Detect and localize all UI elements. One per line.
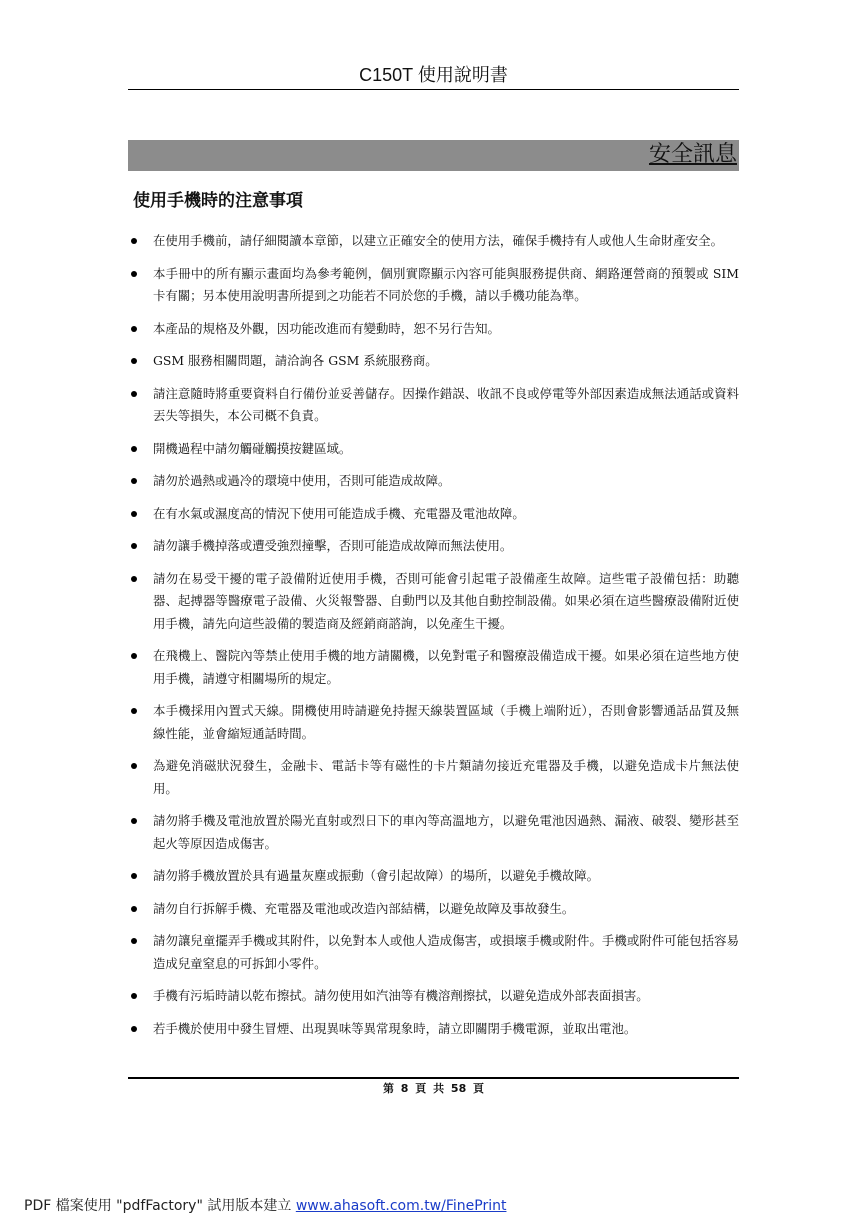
footer-divider: [128, 1077, 739, 1079]
section-banner: [128, 140, 739, 171]
bullet-item: [128, 985, 739, 1008]
bullet-dot-icon: [131, 938, 137, 944]
bullet-text: 手機有污垢時請以乾布擦拭。請勿使用如汽油等有機溶劑擦拭，以避免造成外部表面損害。: [153, 988, 649, 1003]
bullet-text: 在飛機上、醫院內等禁止使用手機的地方請關機，以免對電子和醫療設備造成干擾。如果必須在這些地方使用手機，請遵守相關場所的規定。: [153, 648, 739, 686]
bullet-text: 請勿將手機放置於具有過量灰塵或振動（會引起故障）的場所，以避免手機故障。: [153, 868, 600, 883]
bullet-text: 請勿讓手機掉落或遭受強烈撞擊，否則可能造成故障而無法使用。: [153, 538, 513, 553]
bullet-dot-icon: [131, 391, 137, 397]
bullet-dot-icon: [131, 576, 137, 582]
bullet-dot-icon: [131, 478, 137, 484]
bullet-dot-icon: [131, 446, 137, 452]
bullet-text: 請注意隨時將重要資料自行備份並妥善儲存。因操作錯誤、收訊不良或停電等外部因素造成無法通話或資料丟失等損失，本公司概不負責。: [153, 385, 739, 423]
bullet-item: [128, 645, 739, 690]
bullet-item: [128, 318, 739, 341]
section-title: 安全訊息: [648, 142, 737, 167]
bullet-dot-icon: [131, 238, 137, 244]
bullet-item: [128, 1018, 739, 1041]
page-number: 第 8 頁 共 58 頁: [382, 1082, 485, 1095]
bullet-text: 為避免消磁狀況發生，金融卡、電話卡等有磁性的卡片類請勿接近充電器及手機，以避免造成卡片無法使用。: [153, 758, 739, 796]
bullet-dot-icon: [131, 271, 137, 277]
bullet-dot-icon: [131, 1026, 137, 1032]
bullet-text: 若手機於使用中發生冒煙、出現異味等異常現象時，請立即關閉手機電源，並取出電池。: [153, 1020, 637, 1036]
bullet-item: [128, 535, 739, 558]
bullet-item: [128, 810, 739, 855]
bullet-dot-icon: [131, 993, 137, 999]
watermark-link[interactable]: www.ahasoft.com.tw/FinePrint: [295, 1198, 507, 1214]
bullet-text: 在使用手機前，請仔細閱讀本章節，以建立正確安全的使用方法，確保手機持有人或他人生命財產安全。: [153, 233, 723, 248]
bullet-item: [128, 503, 739, 526]
subsection-heading: 使用手機時的注意事項: [133, 191, 303, 211]
bullet-item: [128, 568, 739, 636]
pdf-watermark: [24, 1196, 506, 1216]
bullet-item: [128, 865, 739, 888]
watermark-text: PDF 檔案使用 "pdfFactory" 試用版本建立: [24, 1198, 292, 1214]
bullet-item: [128, 470, 739, 493]
bullet-item: [128, 755, 739, 800]
bullet-text: 本手冊中的所有顯示畫面均為參考範例，個別實際顯示內容可能與服務提供商、網路運營商的預製或 SIM 卡有關；另本使用說明書所提到之功能若不同於您的手機，請以手機功能為準。: [153, 265, 739, 303]
bullet-item: [128, 438, 739, 461]
bullet-item: [128, 350, 739, 373]
bullet-text: 請勿自行拆解手機、充電器及電池或改造內部結構，以避免故障及事故發生。: [153, 900, 575, 916]
bullet-dot-icon: [131, 358, 137, 364]
bullet-dot-icon: [131, 653, 137, 659]
bullet-text: GSM 服務相關問題，請洽詢各 GSM 系統服務商。: [153, 353, 438, 368]
bullet-text: 本產品的規格及外觀，因功能改進而有變動時，恕不另行告知。: [153, 320, 500, 336]
bullet-text: 請勿於過熱或過冷的環境中使用，否則可能造成故障。: [153, 473, 451, 488]
bullet-item: [128, 700, 739, 745]
bullet-item: [128, 230, 739, 253]
bullet-dot-icon: [131, 818, 137, 824]
bullet-dot-icon: [131, 511, 137, 517]
bullet-dot-icon: [131, 906, 137, 912]
bullet-item: [128, 898, 739, 921]
bullet-text: 本手機採用內置式天線。開機使用時請避免持握天線裝置區域（手機上端附近），否則會影響通話品質及無線性能，並會縮短通話時間。: [153, 703, 739, 741]
bullet-item: [128, 263, 739, 308]
bullet-dot-icon: [131, 873, 137, 879]
bullet-item: [128, 383, 739, 428]
bullet-item: [128, 930, 739, 975]
bullet-dot-icon: [131, 708, 137, 714]
bullet-text: 開機過程中請勿觸碰觸摸按鍵區域。: [153, 440, 352, 456]
safety-notice-list: [128, 230, 739, 1050]
bullet-dot-icon: [131, 543, 137, 549]
bullet-text: 請勿在易受干擾的電子設備附近使用手機，否則可能會引起電子設備產生故障。這些電子設備包括：助聽器、起搏器等醫療電子設備、火災報警器、自動門以及其他自動控制設備。如果必須在這些醫療設備附近使用手機，請先向這些設備的製造商及經銷商諮詢，以免產生干擾。: [153, 570, 739, 631]
header-divider: [128, 89, 739, 90]
bullet-text: 請勿讓兒童擺弄手機或其附件，以免對本人或他人造成傷害，或損壞手機或附件。手機或附件可能包括容易造成兒童窒息的可拆卸小零件。: [153, 933, 739, 971]
document-header-title: C150T 使用說明書: [359, 65, 508, 85]
bullet-dot-icon: [131, 326, 137, 332]
bullet-text: 請勿將手機及電池放置於陽光直射或烈日下的車內等高溫地方，以避免電池因過熱、漏液、破裂、變形甚至起火等原因造成傷害。: [153, 813, 739, 851]
bullet-text: 在有水氣或濕度高的情況下使用可能造成手機、充電器及電池故障。: [153, 505, 525, 521]
bullet-dot-icon: [131, 763, 137, 769]
